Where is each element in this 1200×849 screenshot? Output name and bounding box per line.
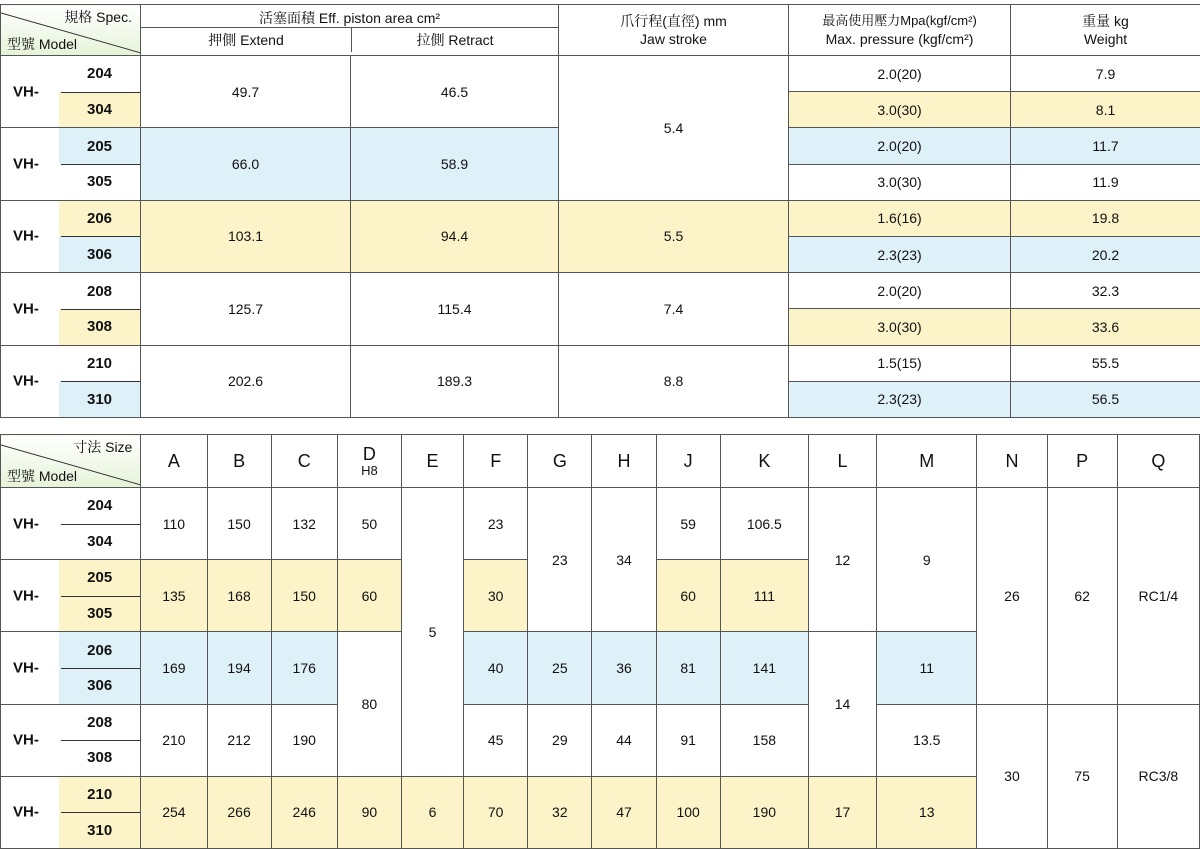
dim-c-value: 190 xyxy=(271,704,337,776)
column-header-d-tolerance: H8 xyxy=(361,463,378,478)
model-divider xyxy=(61,92,140,93)
model-divider xyxy=(61,164,140,165)
model-number: 306 xyxy=(59,236,140,272)
dimension-table xyxy=(0,434,1200,849)
dim-d-value: 60 xyxy=(337,560,401,632)
weight-value: 19.8 xyxy=(1011,200,1200,236)
model-prefix: VH- xyxy=(13,587,39,605)
dim-f-value: 45 xyxy=(464,704,528,776)
spec-label: 規格 Spec. xyxy=(64,9,132,25)
jaw-stroke-cn: 爪行程(直徑) mm xyxy=(620,13,727,29)
max-pressure-value: 1.5(15) xyxy=(789,345,1011,381)
dim-j-value: 91 xyxy=(656,704,720,776)
model-number: 204 xyxy=(59,488,140,524)
dim-n-value: 26 xyxy=(977,488,1047,705)
max-pressure-value: 1.6(16) xyxy=(789,200,1011,236)
model-cell xyxy=(1,200,141,272)
dim-d-value: 90 xyxy=(337,776,401,848)
dim-g-value: 23 xyxy=(528,488,592,632)
column-header-d xyxy=(337,435,401,488)
model-number: 304 xyxy=(59,92,140,128)
dim-b-value: 212 xyxy=(207,704,271,776)
dim-b-value: 194 xyxy=(207,632,271,704)
max-pressure-value: 2.3(23) xyxy=(789,236,1011,272)
retract-value: 46.5 xyxy=(351,56,559,128)
jaw-stroke-header xyxy=(559,5,789,56)
column-header-e: E xyxy=(401,435,463,488)
model-cell xyxy=(1,776,141,848)
dim-b-value: 168 xyxy=(207,560,271,632)
max-pressure-value: 2.0(20) xyxy=(789,273,1011,309)
column-header-l: L xyxy=(808,435,876,488)
jaw-stroke-value: 7.4 xyxy=(559,273,789,345)
model-number: 210 xyxy=(59,346,140,382)
dim-k-value: 111 xyxy=(720,560,808,632)
dim-f-value: 30 xyxy=(464,560,528,632)
retract-value: 115.4 xyxy=(351,273,559,345)
extend-header: 押側 Extend xyxy=(141,28,352,52)
extend-value: 49.7 xyxy=(141,56,351,128)
column-header-k: K xyxy=(720,435,808,488)
dim-e-value: 6 xyxy=(401,776,463,848)
weight-en: Weight xyxy=(1083,31,1128,47)
model-cell xyxy=(1,56,141,128)
size-model-header xyxy=(1,435,141,488)
max-pressure-value: 2.3(23) xyxy=(789,381,1011,417)
jaw-stroke-value: 8.8 xyxy=(559,345,789,417)
jaw-stroke-value: 5.4 xyxy=(559,56,789,201)
dim-l-value: 14 xyxy=(808,632,876,776)
dim-f-value: 23 xyxy=(464,488,528,560)
dim-j-value: 81 xyxy=(656,632,720,704)
dim-e-value: 5 xyxy=(401,488,463,777)
dim-a-value: 135 xyxy=(141,560,207,632)
model-number: 208 xyxy=(59,273,140,309)
dim-n-value: 30 xyxy=(977,704,1047,848)
extend-value: 125.7 xyxy=(141,273,351,345)
model-number: 310 xyxy=(59,812,140,848)
model-cell xyxy=(1,488,141,560)
column-header-a: A xyxy=(141,435,207,488)
model-number: 208 xyxy=(59,705,140,741)
column-header-b: B xyxy=(207,435,271,488)
max-pressure-value: 3.0(30) xyxy=(789,164,1011,200)
column-header-h: H xyxy=(592,435,656,488)
extend-value: 202.6 xyxy=(141,345,351,417)
model-cell xyxy=(1,345,141,417)
dim-a-value: 110 xyxy=(141,488,207,560)
retract-value: 58.9 xyxy=(351,128,559,200)
model-number: 304 xyxy=(59,524,140,560)
model-number: 205 xyxy=(59,560,140,596)
model-divider xyxy=(61,596,140,597)
model-number: 305 xyxy=(59,596,140,632)
column-header-n: N xyxy=(977,435,1047,488)
dim-g-value: 32 xyxy=(528,776,592,848)
weight-value: 33.6 xyxy=(1011,309,1200,345)
column-header-m: M xyxy=(877,435,977,488)
dim-j-value: 59 xyxy=(656,488,720,560)
model-divider xyxy=(61,668,140,669)
dim-q-value: RC3/8 xyxy=(1117,704,1199,848)
dim-d-value: 50 xyxy=(337,488,401,560)
model-number: 204 xyxy=(59,56,140,92)
weight-value: 56.5 xyxy=(1011,381,1200,417)
weight-value: 20.2 xyxy=(1011,236,1200,272)
column-header-j: J xyxy=(656,435,720,488)
dim-d-value: 80 xyxy=(337,632,401,776)
size-label: 寸法 Size xyxy=(73,439,133,455)
dim-q-value: RC1/4 xyxy=(1117,488,1199,705)
dim-a-value: 210 xyxy=(141,704,207,776)
model-prefix: VH- xyxy=(13,659,39,677)
model-prefix: VH- xyxy=(13,300,39,318)
model-number: 210 xyxy=(59,777,140,813)
dim-m-value: 9 xyxy=(877,488,977,632)
max-pressure-en: Max. pressure (kgf/cm²) xyxy=(825,31,974,47)
dim-m-value: 11 xyxy=(877,632,977,704)
spec-model-header xyxy=(1,5,141,56)
model-number: 206 xyxy=(59,201,140,237)
model-label: 型號 Model xyxy=(7,468,78,484)
model-divider xyxy=(61,524,140,525)
weight-cn: 重量 kg xyxy=(1082,13,1129,29)
model-number: 308 xyxy=(59,309,140,345)
model-prefix: VH- xyxy=(13,731,39,749)
max-pressure-header xyxy=(789,5,1011,56)
jaw-stroke-value: 5.5 xyxy=(559,200,789,272)
model-divider xyxy=(61,812,140,813)
weight-value: 11.9 xyxy=(1011,164,1200,200)
model-divider xyxy=(61,740,140,741)
dim-h-value: 36 xyxy=(592,632,656,704)
model-number: 205 xyxy=(59,128,140,164)
dim-k-value: 158 xyxy=(720,704,808,776)
dim-k-value: 141 xyxy=(720,632,808,704)
extend-value: 66.0 xyxy=(141,128,351,200)
dim-m-value: 13 xyxy=(877,776,977,848)
model-prefix: VH- xyxy=(13,515,39,533)
weight-value: 32.3 xyxy=(1011,273,1200,309)
dim-f-value: 70 xyxy=(464,776,528,848)
column-header-f: F xyxy=(464,435,528,488)
jaw-stroke-en: Jaw stroke xyxy=(640,31,707,47)
model-divider xyxy=(61,236,140,237)
dim-a-value: 254 xyxy=(141,776,207,848)
model-cell xyxy=(1,560,141,632)
dim-a-value: 169 xyxy=(141,632,207,704)
piston-area-header xyxy=(141,5,559,56)
weight-value: 11.7 xyxy=(1011,128,1200,164)
dim-b-value: 150 xyxy=(207,488,271,560)
model-prefix: VH- xyxy=(13,155,39,173)
max-pressure-value: 3.0(30) xyxy=(789,92,1011,128)
column-header-c: C xyxy=(271,435,337,488)
dim-k-value: 190 xyxy=(720,776,808,848)
model-number: 310 xyxy=(59,381,140,417)
column-header-g: G xyxy=(528,435,592,488)
model-cell xyxy=(1,632,141,704)
column-header-q: Q xyxy=(1117,435,1199,488)
column-header-p: P xyxy=(1047,435,1117,488)
model-prefix: VH- xyxy=(13,83,39,101)
max-pressure-value: 2.0(20) xyxy=(789,56,1011,92)
dim-l-value: 12 xyxy=(808,488,876,632)
dim-h-value: 47 xyxy=(592,776,656,848)
piston-area-title: 活塞面積 Eff. piston area cm² xyxy=(259,9,441,26)
dim-c-value: 246 xyxy=(271,776,337,848)
dim-m-value: 13.5 xyxy=(877,704,977,776)
max-pressure-value: 3.0(30) xyxy=(789,309,1011,345)
dim-c-value: 132 xyxy=(271,488,337,560)
model-prefix: VH- xyxy=(13,803,39,821)
model-divider xyxy=(61,309,140,310)
model-number: 306 xyxy=(59,668,140,704)
dim-f-value: 40 xyxy=(464,632,528,704)
model-cell xyxy=(1,273,141,345)
dim-g-value: 25 xyxy=(528,632,592,704)
dim-c-value: 150 xyxy=(271,560,337,632)
extend-value: 103.1 xyxy=(141,200,351,272)
model-number: 308 xyxy=(59,740,140,776)
max-pressure-value: 2.0(20) xyxy=(789,128,1011,164)
dim-h-value: 34 xyxy=(592,488,656,632)
dim-g-value: 29 xyxy=(528,704,592,776)
retract-header: 拉側 Retract xyxy=(416,31,494,48)
dim-l-value: 17 xyxy=(808,776,876,848)
dim-k-value: 106.5 xyxy=(720,488,808,560)
model-prefix: VH- xyxy=(13,227,39,245)
dim-p-value: 75 xyxy=(1047,704,1117,848)
retract-value: 189.3 xyxy=(351,345,559,417)
weight-header xyxy=(1011,5,1200,56)
weight-value: 8.1 xyxy=(1011,92,1200,128)
model-cell xyxy=(1,128,141,200)
specification-table xyxy=(0,4,1200,418)
model-label: 型號 Model xyxy=(7,36,78,52)
dim-j-value: 60 xyxy=(656,560,720,632)
dim-p-value: 62 xyxy=(1047,488,1117,705)
dim-j-value: 100 xyxy=(656,776,720,848)
max-pressure-cn: 最高使用壓力Mpa(kgf/cm²) xyxy=(822,13,977,28)
retract-value: 94.4 xyxy=(351,200,559,272)
dim-c-value: 176 xyxy=(271,632,337,704)
dim-h-value: 44 xyxy=(592,704,656,776)
dim-b-value: 266 xyxy=(207,776,271,848)
model-cell xyxy=(1,704,141,776)
model-number: 206 xyxy=(59,632,140,668)
column-header-d-letter: D xyxy=(362,444,376,464)
weight-value: 7.9 xyxy=(1011,56,1200,92)
weight-value: 55.5 xyxy=(1011,345,1200,381)
model-divider xyxy=(61,381,140,382)
model-number: 305 xyxy=(59,164,140,200)
model-prefix: VH- xyxy=(13,372,39,390)
